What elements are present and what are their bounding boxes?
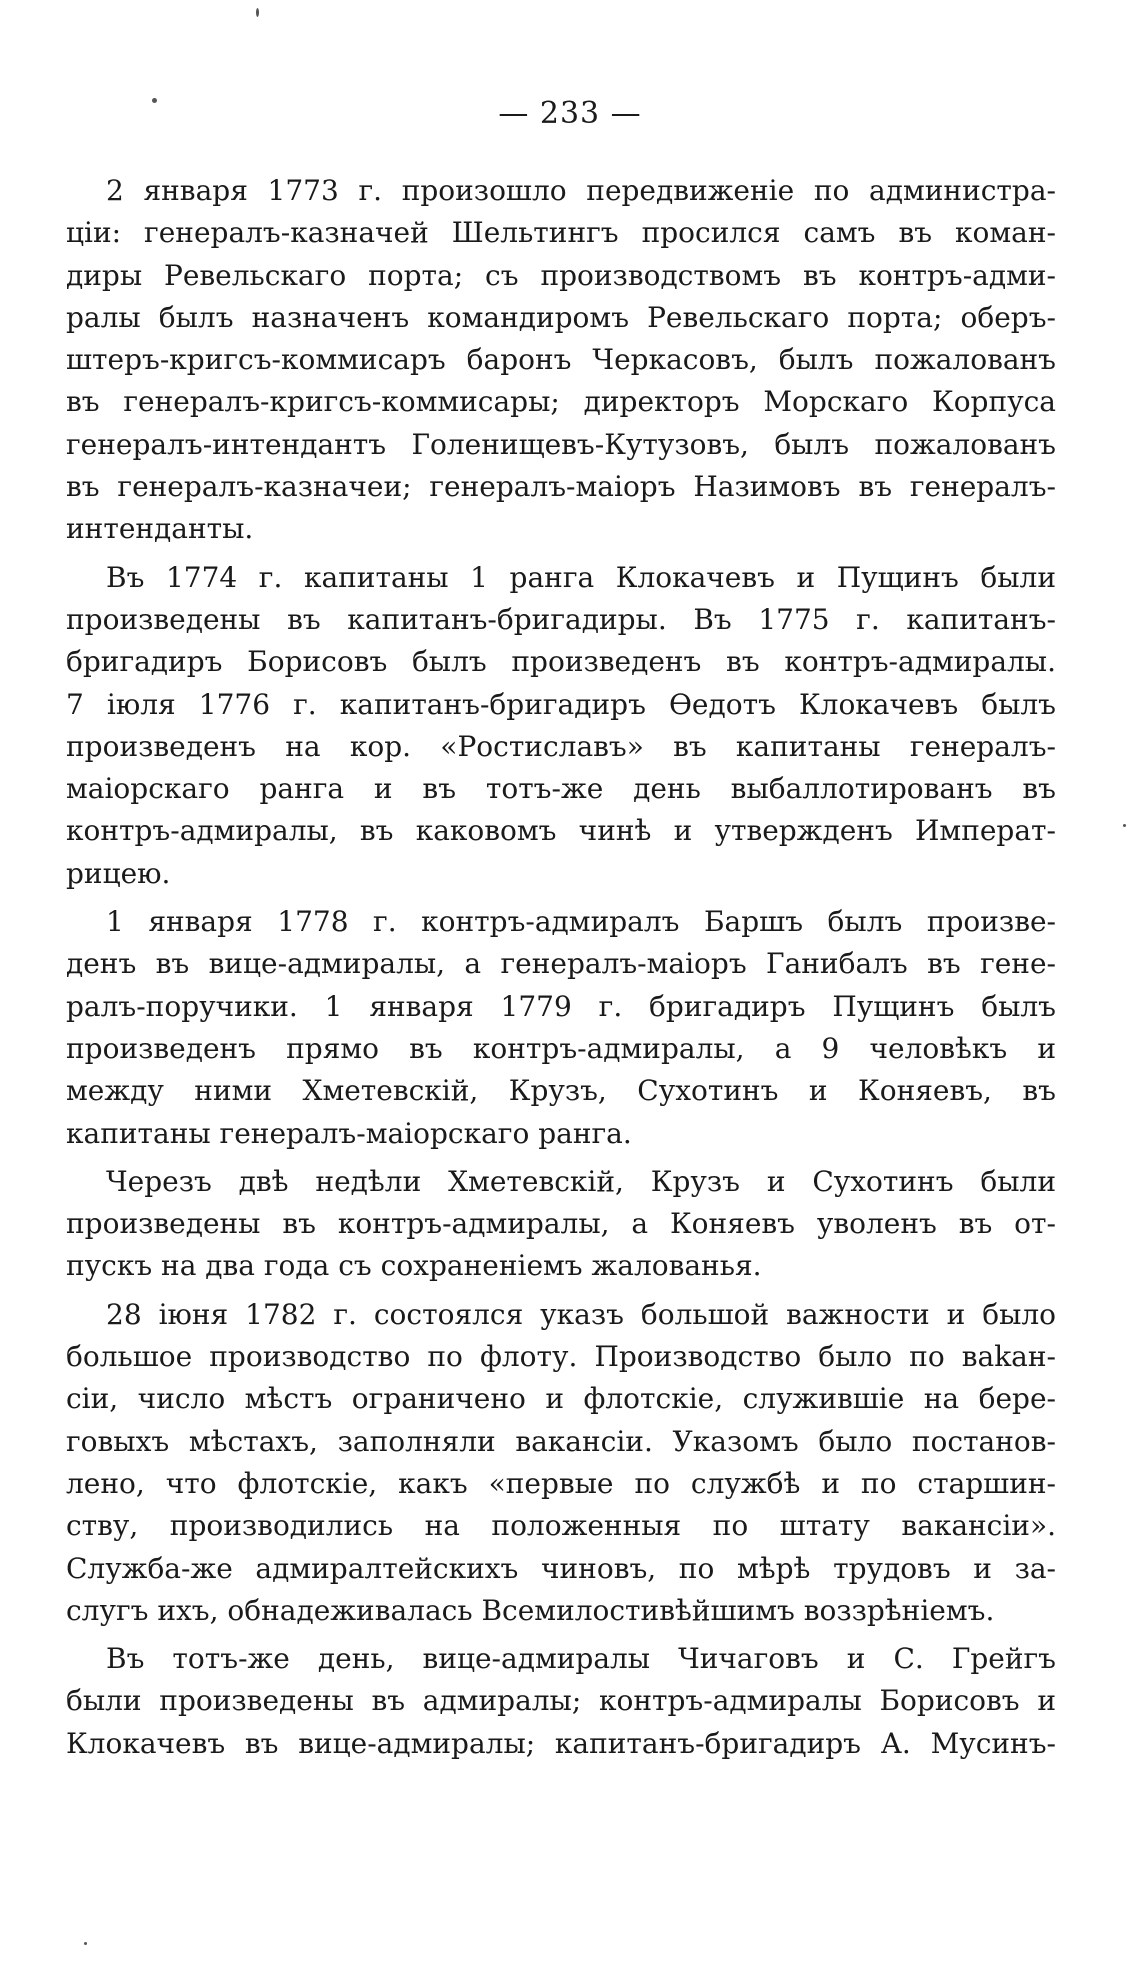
text-line: 28 іюня 1782 г. состоялся указъ большой важности и было — [106, 1297, 1056, 1331]
text-line: произведенъ прямо въ контръ-адмиралы, а 9 человѣкъ и — [66, 1031, 1056, 1065]
text-line: интенданты. — [66, 512, 254, 546]
text-line: бригадиръ Борисовъ былъ произведенъ въ контръ-адмиралы. — [66, 645, 1056, 679]
text-line: ціи: генералъ-казначей Шельтингъ просился самъ въ коман- — [66, 216, 1056, 250]
ink-speck — [84, 1942, 87, 1945]
text-line: Служба-же адмиралтейскихъ чиновъ, по мѣрѣ трудовъ и за- — [66, 1551, 1056, 1585]
text-line: капитаны генералъ-маіорскаго ранга. — [66, 1116, 632, 1150]
text-line: были произведены въ адмиралы; контръ-адмиралы Борисовъ и — [66, 1684, 1056, 1718]
paragraph — [66, 901, 1056, 1155]
text-line: 2 января 1773 г. произошло передвиженіе по администра- — [106, 174, 1056, 207]
text-line: пускъ на два года съ сохраненіемъ жалованья. — [66, 1249, 762, 1283]
text-line: рицею. — [66, 856, 171, 890]
paragraph — [66, 1638, 1056, 1765]
text-line: генералъ-интендантъ Голенищевъ-Кутузовъ, былъ пожалованъ — [66, 427, 1056, 461]
paragraph — [66, 170, 1056, 551]
text-line: произведены въ капитанъ-бригадиры. Въ 1775 г. капитанъ- — [66, 602, 1056, 636]
text-line: большое производство по флоту. Производство было по ваkан- — [66, 1340, 1056, 1374]
paragraph — [66, 1294, 1056, 1632]
text-line: произведены въ контръ-адмиралы, а Коняевъ уволенъ въ от- — [66, 1207, 1056, 1241]
text-line: контръ-адмиралы, въ каковомъ чинѣ и утвержденъ Императ- — [66, 814, 1056, 848]
text-line: между ними Хметевскій, Крузъ, Сухотинъ и Коняевъ, въ — [66, 1074, 1056, 1108]
text-line: Клокачевъ въ вице-адмиралы; капитанъ-бригадиръ А. Мусинъ- — [66, 1726, 1056, 1760]
text-line: Черезъ двѣ недѣли Хметевскій, Крузъ и Сухотинъ были — [106, 1164, 1056, 1198]
text-line: слугъ ихъ, обнадеживалась Всемилостивѣйшимъ воззрѣніемъ. — [66, 1593, 995, 1627]
text-line: денъ въ вице-адмиралы, а генералъ-маіоръ Ганибалъ въ гене- — [66, 947, 1056, 981]
text-line: штеръ-кригсъ-коммисаръ баронъ Черкасовъ, былъ пожалованъ — [66, 343, 1056, 377]
page-number: — 233 — — [498, 96, 642, 131]
paragraph — [66, 1161, 1056, 1288]
paragraph — [66, 557, 1056, 895]
ink-speck — [1123, 824, 1126, 827]
text-line: диры Ревельскаго порта; съ производствомъ въ контръ-адми- — [66, 258, 1056, 292]
text-line: въ генералъ-казначеи; генералъ-маіоръ Назимовъ въ генералъ- — [66, 470, 1056, 504]
text-line: говыхъ мѣстахъ, заполняли вакансіи. Указомъ было постанов- — [66, 1424, 1056, 1458]
text-line: въ генералъ-кригсъ-коммисары; директоръ Морскаго Корпуса — [66, 385, 1056, 419]
text-line: Въ 1774 г. капитаны 1 ранга Клокачевъ и Пущинъ были — [106, 560, 1056, 594]
text-line: маіорскаго ранга и въ тотъ-же день выбаллотированъ въ — [66, 772, 1056, 806]
text-line: Въ тотъ-же день, вице-адмиралы Чичаговъ и С. Грейгъ — [106, 1642, 1056, 1676]
text-line: ству, производились на положенныя по штату вакансіи». — [66, 1509, 1056, 1543]
text-line: сіи, число мѣстъ ограничено и флотскіе, служившіе на бере- — [66, 1382, 1056, 1416]
text-line: произведенъ на кор. «Ростиславъ» въ капитаны генералъ- — [66, 729, 1056, 763]
text-line: ралъ-поручики. 1 января 1779 г. бригадиръ Пущинъ былъ — [66, 989, 1056, 1023]
text-line: лено, что флотскіе, какъ «первые по службѣ и по старшин- — [66, 1466, 1056, 1500]
body-text — [66, 170, 1056, 1765]
ink-speck — [256, 8, 259, 17]
text-line: ралы былъ назначенъ командиромъ Ревельскаго порта; оберъ- — [66, 300, 1056, 334]
text-line: 1 января 1778 г. контръ-адмиралъ Баршъ былъ произве- — [106, 905, 1056, 939]
text-line: 7 іюля 1776 г. капитанъ-бригадиръ Өедотъ Клокачевъ былъ — [66, 687, 1056, 721]
